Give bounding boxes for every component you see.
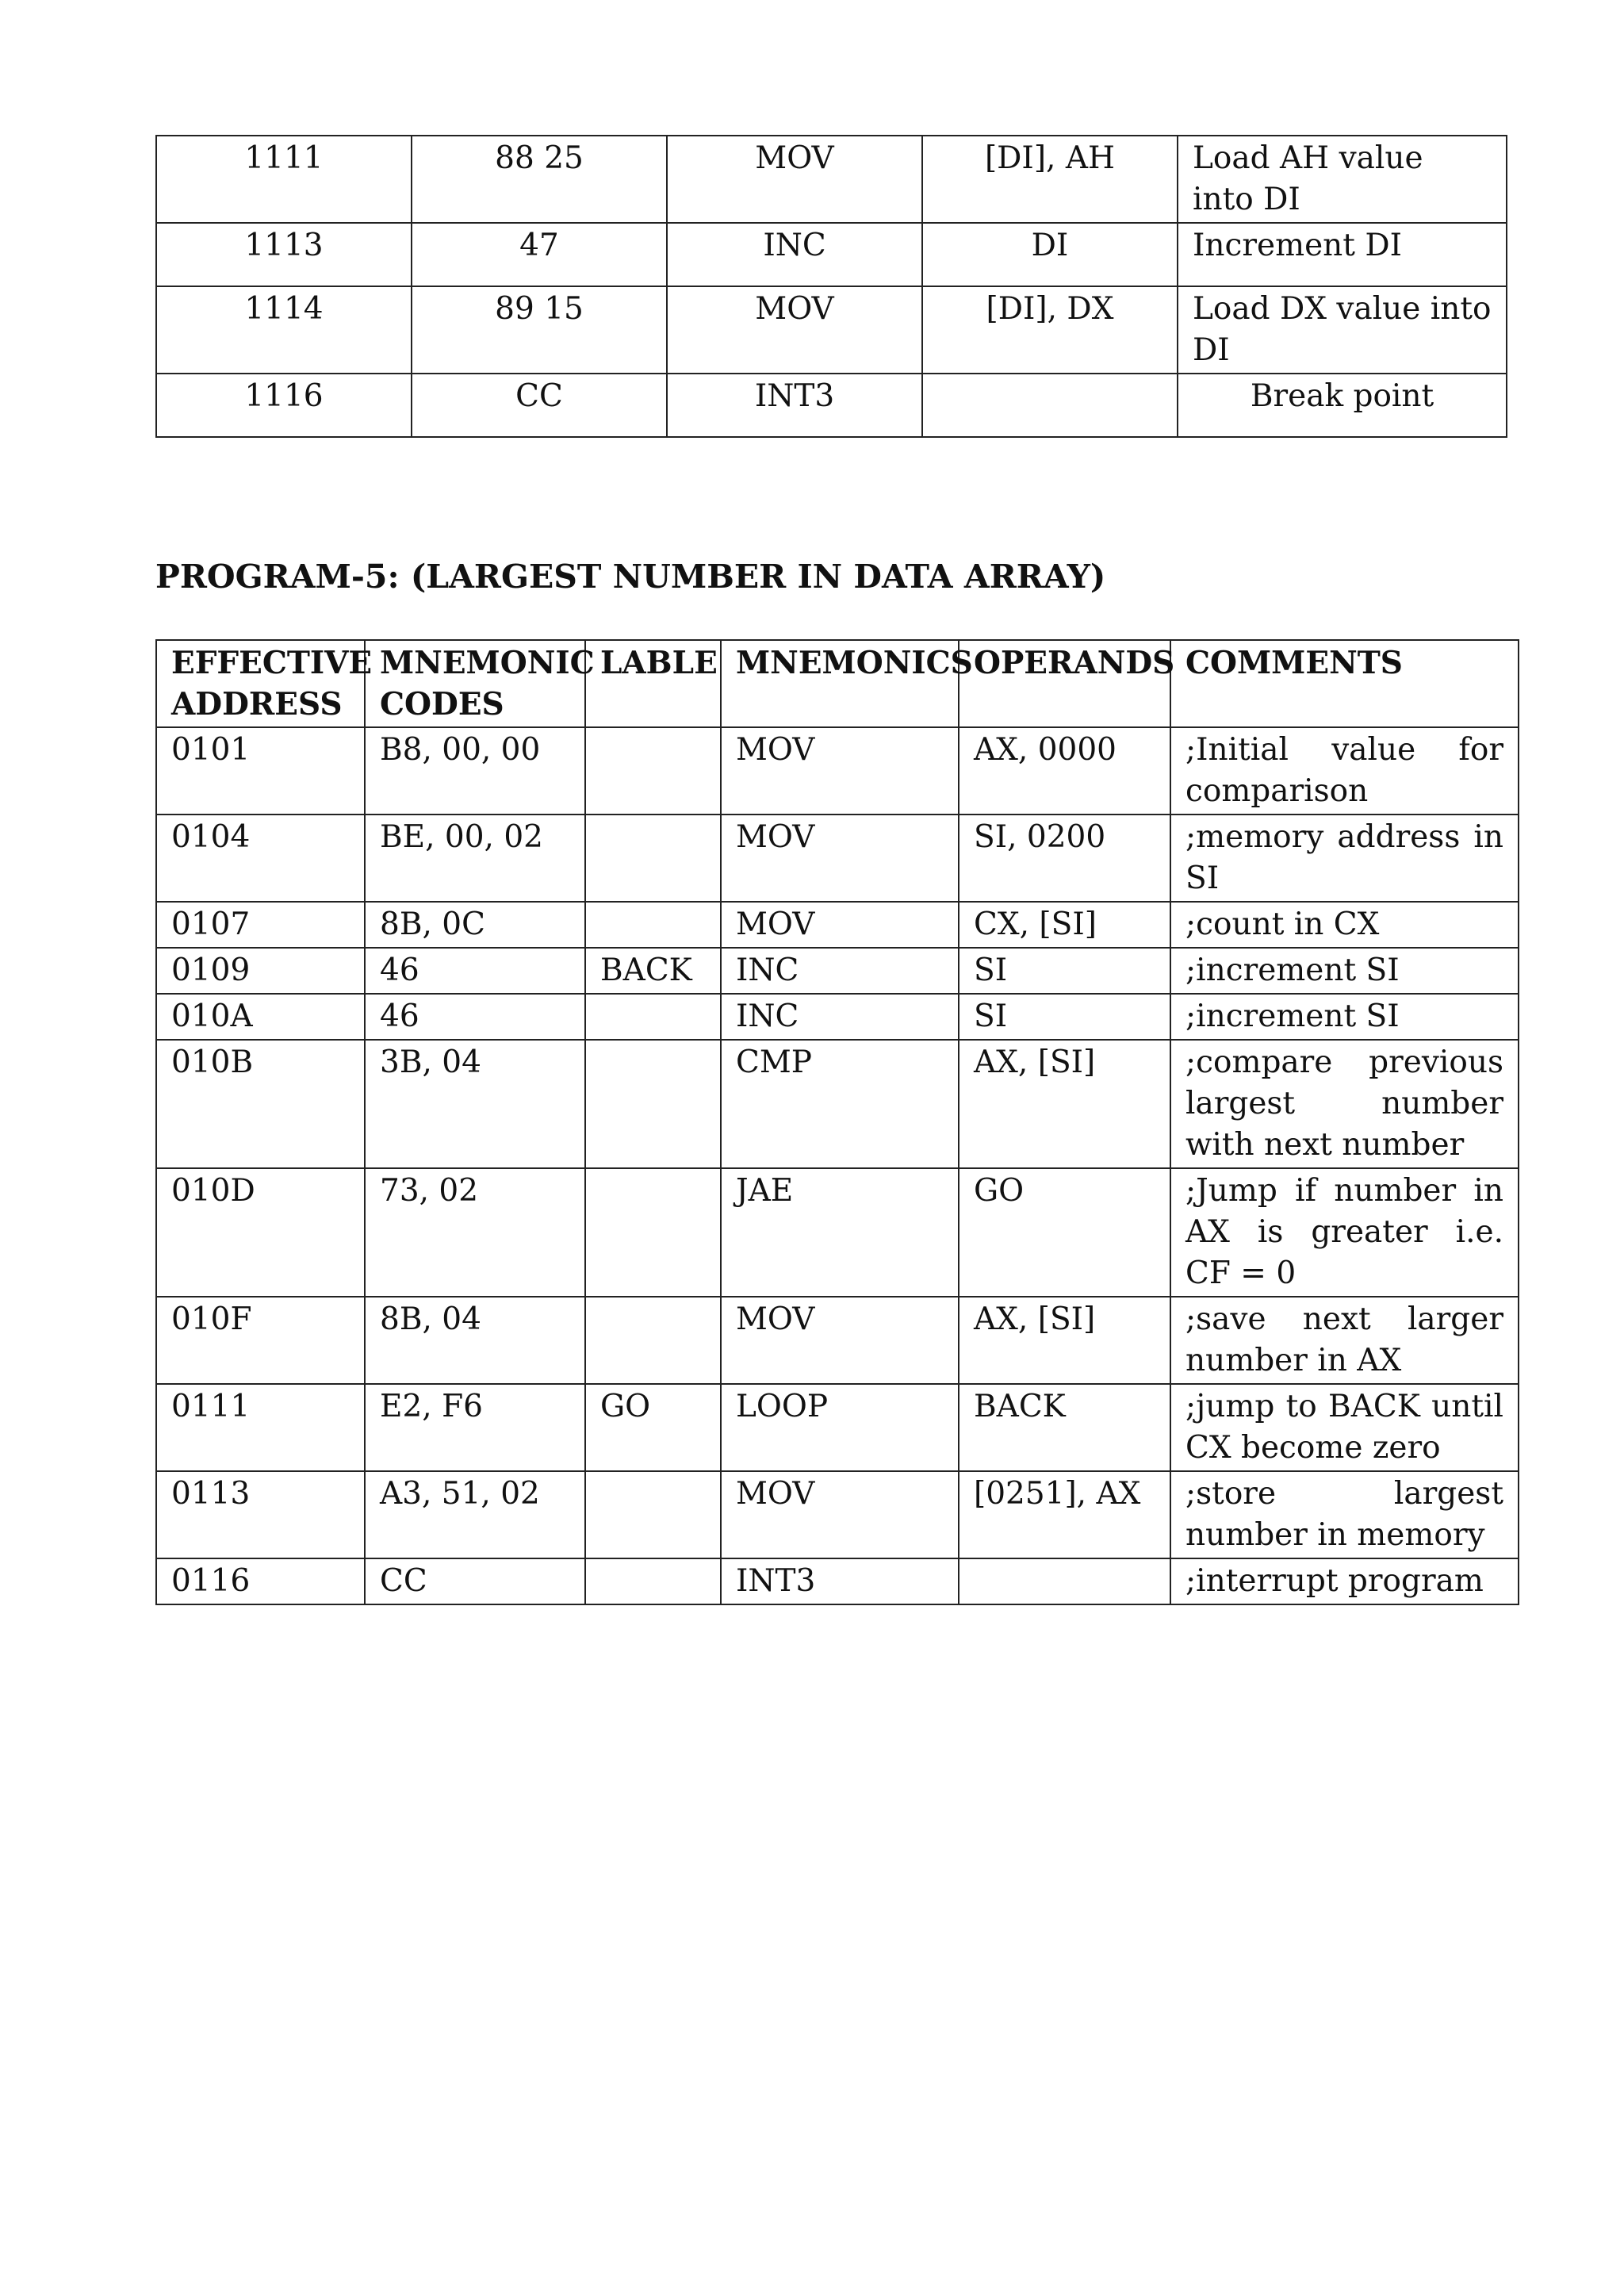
code-cell: 47	[412, 223, 667, 286]
code-cell: 8B, 0C	[365, 902, 585, 948]
operand-cell: CX, [SI]	[959, 902, 1170, 948]
label-cell	[585, 1297, 721, 1384]
comment-cell: ;interrupt program	[1170, 1558, 1519, 1604]
mnemonic-cell: MOV	[721, 727, 959, 815]
header-effective-address: EFFECTIVE ADDRESS	[156, 640, 365, 727]
operand-cell: SI	[959, 948, 1170, 994]
address-cell: 0113	[156, 1471, 365, 1558]
code-cell: B8, 00, 00	[365, 727, 585, 815]
table-row	[156, 948, 1519, 994]
comment-cell: ;increment SI	[1170, 948, 1519, 994]
label-cell	[585, 994, 721, 1040]
mnemonic-cell: MOV	[721, 815, 959, 902]
table-row	[156, 902, 1519, 948]
table-row	[156, 1168, 1519, 1297]
code-cell: BE, 00, 02	[365, 815, 585, 902]
program-table	[155, 639, 1519, 1605]
label-cell	[585, 1168, 721, 1297]
address-cell: 010F	[156, 1297, 365, 1384]
continued-code-table	[155, 135, 1507, 438]
label-cell	[585, 1558, 721, 1604]
operand-cell: AX, [SI]	[959, 1297, 1170, 1384]
operand-cell: AX, 0000	[959, 727, 1170, 815]
table-row	[156, 815, 1519, 902]
operand-cell	[959, 1558, 1170, 1604]
address-cell: 1111	[156, 136, 412, 223]
code-cell: 73, 02	[365, 1168, 585, 1297]
code-cell: E2, F6	[365, 1384, 585, 1471]
code-cell: A3, 51, 02	[365, 1471, 585, 1558]
code-cell: 3B, 04	[365, 1040, 585, 1168]
mnemonic-cell: MOV	[721, 902, 959, 948]
table-row	[156, 223, 1507, 286]
operand-cell: SI, 0200	[959, 815, 1170, 902]
comment-cell: ;save next larger number in AX	[1170, 1297, 1519, 1384]
header-mnemonics: MNEMONICS	[721, 640, 959, 727]
mnemonic-cell: LOOP	[721, 1384, 959, 1471]
address-cell: 0107	[156, 902, 365, 948]
operand-cell: AX, [SI]	[959, 1040, 1170, 1168]
table-row	[156, 286, 1507, 374]
address-cell: 0101	[156, 727, 365, 815]
operand-cell: SI	[959, 994, 1170, 1040]
comment-cell: Load AH value into DI	[1178, 136, 1507, 223]
address-cell: 010D	[156, 1168, 365, 1297]
address-cell: 010A	[156, 994, 365, 1040]
code-cell: CC	[412, 374, 667, 437]
address-cell: 1116	[156, 374, 412, 437]
label-cell: GO	[585, 1384, 721, 1471]
comment-cell: ;Initial value for comparison	[1170, 727, 1519, 815]
table-row	[156, 727, 1519, 815]
mnemonic-cell: INC	[667, 223, 922, 286]
operand-cell: [DI], DX	[922, 286, 1178, 374]
address-cell: 1113	[156, 223, 412, 286]
comment-cell: Increment DI	[1178, 223, 1507, 286]
address-cell: 1114	[156, 286, 412, 374]
table-row	[156, 1040, 1519, 1168]
mnemonic-cell: JAE	[721, 1168, 959, 1297]
comment-cell: ;Jump if number in AX is greater i.e. CF = 0	[1170, 1168, 1519, 1297]
code-cell: CC	[365, 1558, 585, 1604]
header-comments: COMMENTS	[1170, 640, 1519, 727]
program-heading: PROGRAM-5: (LARGEST NUMBER IN DATA ARRAY)	[155, 558, 1106, 596]
code-cell: 46	[365, 994, 585, 1040]
label-cell	[585, 727, 721, 815]
label-cell	[585, 902, 721, 948]
comment-cell: Load DX value into DI	[1178, 286, 1507, 374]
comment-cell: ;memory address in SI	[1170, 815, 1519, 902]
table-row	[156, 1297, 1519, 1384]
address-cell: 0111	[156, 1384, 365, 1471]
mnemonic-cell: MOV	[721, 1297, 959, 1384]
table-row	[156, 1471, 1519, 1558]
operand-cell: BACK	[959, 1384, 1170, 1471]
table-row	[156, 1558, 1519, 1604]
table-row	[156, 136, 1507, 223]
comment-cell: ;compare previous largest number with next number	[1170, 1040, 1519, 1168]
mnemonic-cell: MOV	[667, 286, 922, 374]
operand-cell: [0251], AX	[959, 1471, 1170, 1558]
mnemonic-cell: INT3	[721, 1558, 959, 1604]
table-header-row	[156, 640, 1519, 727]
code-cell: 89 15	[412, 286, 667, 374]
code-cell: 88 25	[412, 136, 667, 223]
mnemonic-cell: INT3	[667, 374, 922, 437]
header-mnemonic-codes: MNEMONIC CODES	[365, 640, 585, 727]
operand-cell: DI	[922, 223, 1178, 286]
address-cell: 0109	[156, 948, 365, 994]
mnemonic-cell: CMP	[721, 1040, 959, 1168]
comment-cell: ;store largest number in memory	[1170, 1471, 1519, 1558]
operand-cell: [DI], AH	[922, 136, 1178, 223]
operand-cell	[922, 374, 1178, 437]
label-cell	[585, 815, 721, 902]
comment-cell: Break point	[1178, 374, 1507, 437]
table-row	[156, 994, 1519, 1040]
mnemonic-cell: MOV	[721, 1471, 959, 1558]
comment-cell: ;increment SI	[1170, 994, 1519, 1040]
operand-cell: GO	[959, 1168, 1170, 1297]
code-cell: 8B, 04	[365, 1297, 585, 1384]
table-row	[156, 374, 1507, 437]
mnemonic-cell: INC	[721, 994, 959, 1040]
label-cell: BACK	[585, 948, 721, 994]
address-cell: 010B	[156, 1040, 365, 1168]
label-cell	[585, 1471, 721, 1558]
label-cell	[585, 1040, 721, 1168]
table-row	[156, 1384, 1519, 1471]
mnemonic-cell: MOV	[667, 136, 922, 223]
comment-cell: ;jump to BACK until CX become zero	[1170, 1384, 1519, 1471]
header-operands: OPERANDS	[959, 640, 1170, 727]
address-cell: 0116	[156, 1558, 365, 1604]
code-cell: 46	[365, 948, 585, 994]
mnemonic-cell: INC	[721, 948, 959, 994]
address-cell: 0104	[156, 815, 365, 902]
header-label: LABLE	[585, 640, 721, 727]
comment-cell: ;count in CX	[1170, 902, 1519, 948]
